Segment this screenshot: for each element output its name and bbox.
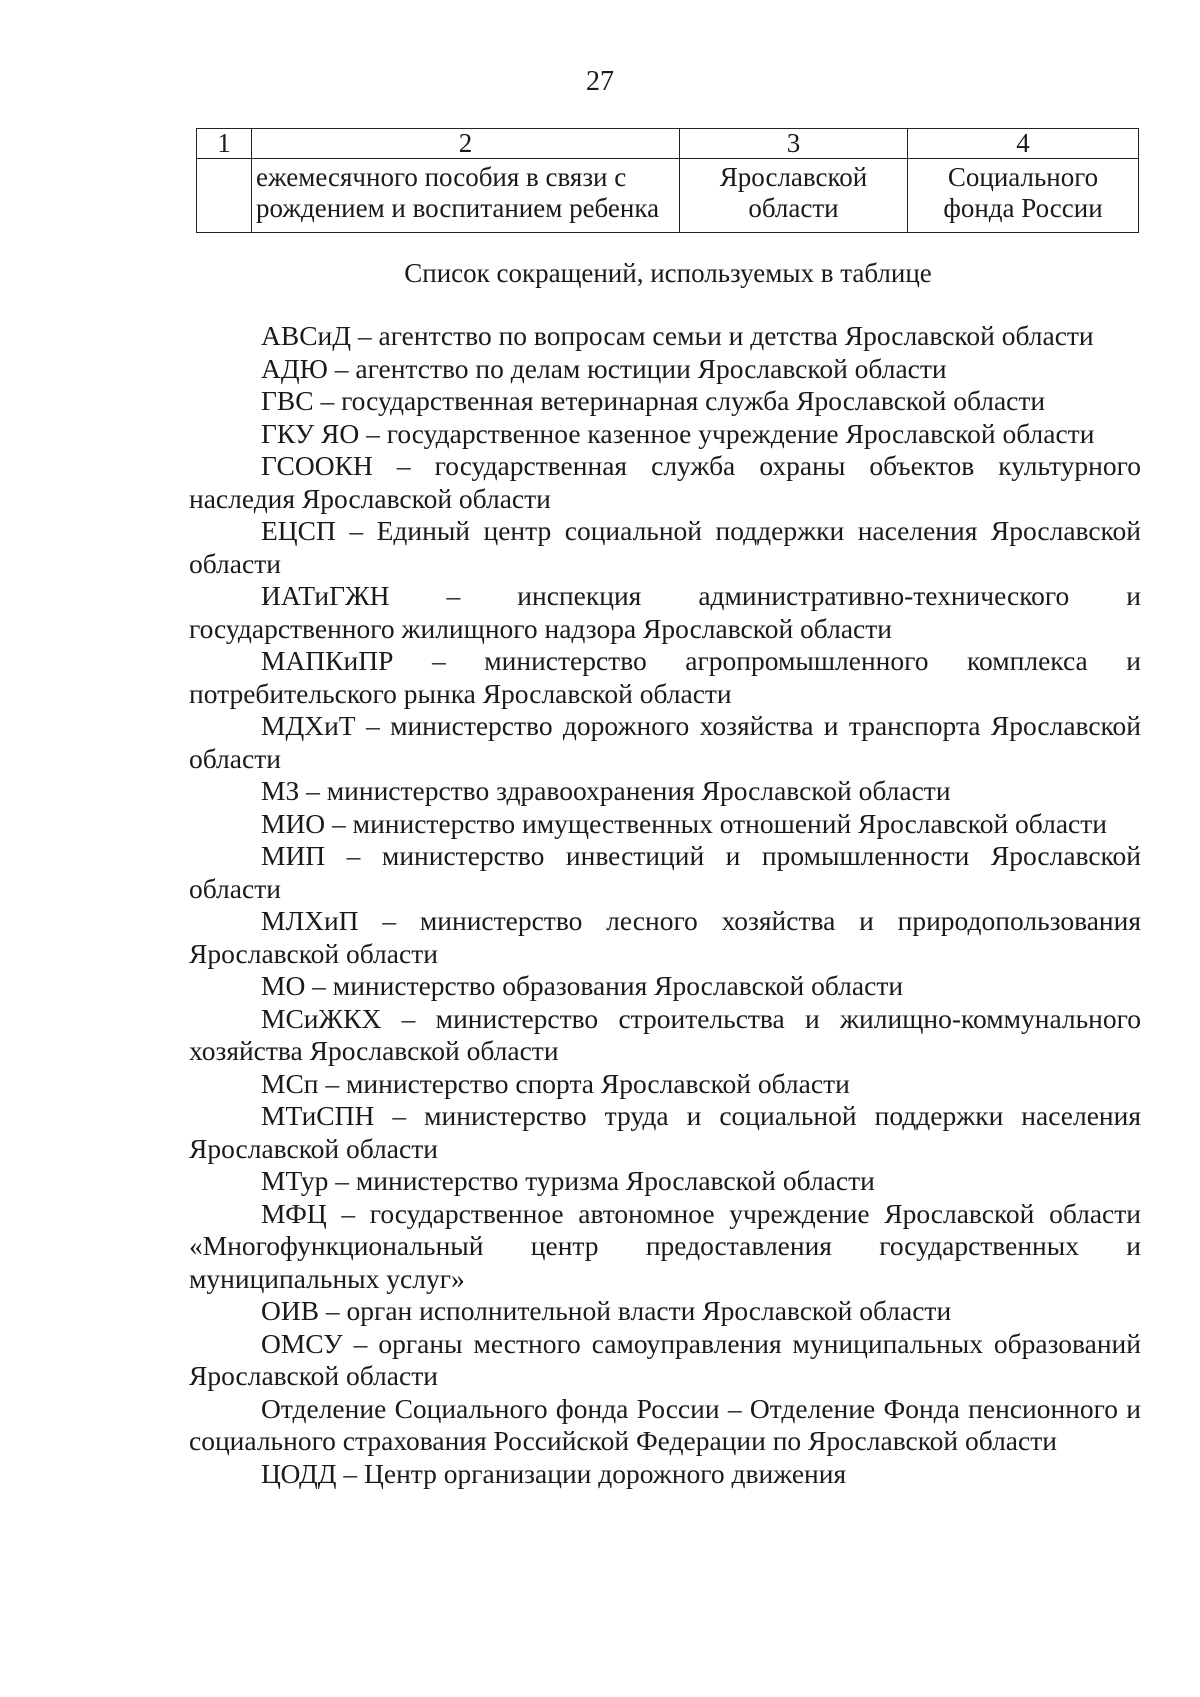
column-number-1: 1 [197,129,252,159]
abbreviation-item: ОМСУ – органы местного самоуправления муниципальных образований Ярославской области [189,1327,1141,1391]
abbreviation-item: МСп – министерство спорта Ярославской области [261,1067,850,1099]
abbreviation-item: ОИВ – орган исполнительной власти Ярославской области [261,1295,952,1326]
abbreviation-item: МЗ – министерство здравоохранения Ярославской области [261,775,951,806]
abbreviation-item: МЛХиП – министерство лесного хозяйства и природопользования Ярославской области [189,905,1141,969]
abbreviation-item: МАПКиПР – министерство агропромышленного комплекса и потребительского рынка Ярославской области [189,645,1141,709]
abbreviation-item: МИП – министерство инвестиций и промышленности Ярославской области [189,840,1141,904]
abbreviation-item: МИО – министерство имущественных отношений Ярославской области [261,807,1107,839]
column-number-2: 2 [252,129,680,159]
abbreviation-item: ГКУ ЯО – государственное казенное учреждение Ярославской области [261,417,1095,449]
abbreviation-item: МДХиТ – министерство дорожного хозяйства и транспорта Ярославской области [189,710,1141,774]
abbreviation-item: МТур – министерство туризма Ярославской области [261,1165,875,1196]
abbreviation-item: ЕЦСП – Единый центр социальной поддержки населения Ярославской области [189,515,1141,579]
row-cell-service: ежемесячного пособия в связи с рождением и воспитанием ребенка [252,159,680,233]
abbreviations-list [189,320,1141,1490]
abbreviation-item: ГСООКН – государственная служба охраны объектов культурного наследия Ярославской области [189,450,1141,514]
abbreviation-item: МО – министерство образования Ярославской области [261,970,904,1001]
abbreviation-item: Отделение Социального фонда России – Отделение Фонда пенсионного и социального страхования Российской Федерации по Ярославской области [189,1392,1141,1456]
abbreviations-title: Список сокращений, используемых в таблице [404,258,932,288]
row-cell-partner: Социального фонда России [908,159,1139,233]
table-row [197,159,1139,233]
abbreviation-item: МСиЖКХ – министерство строительства и жилищно-коммунального хозяйства Ярославской области [189,1002,1141,1066]
abbreviation-item: ИАТиГЖН – инспекция административно-технического и государственного жилищного надзора Ярославской области [189,580,1141,644]
abbreviation-item: МФЦ – государственное автономное учреждение Ярославской области «Многофункциональный центр предоставления государственных и муниципальных услуг» [189,1197,1141,1294]
continuation-table [196,128,1139,233]
abbreviation-item: АВСиД – агентство по вопросам семьи и детства Ярославской области [261,320,1094,351]
column-number-3: 3 [680,129,908,159]
abbreviation-item: ЦОДД – Центр организации дорожного движения [261,1457,847,1489]
abbreviation-item: ГВС – государственная ветеринарная служба Ярославской области [261,385,1046,416]
page-number: 27 [586,66,614,97]
column-number-4: 4 [908,129,1139,159]
row-cell-responsible: Ярославской области [680,159,908,233]
abbreviation-item: МТиСПН – министерство труда и социальной поддержки населения Ярославской области [189,1100,1141,1164]
abbreviation-item: АДЮ – агентство по делам юстиции Ярославской области [261,352,947,384]
row-cell-index [197,159,252,233]
table-header-row [197,129,1139,159]
